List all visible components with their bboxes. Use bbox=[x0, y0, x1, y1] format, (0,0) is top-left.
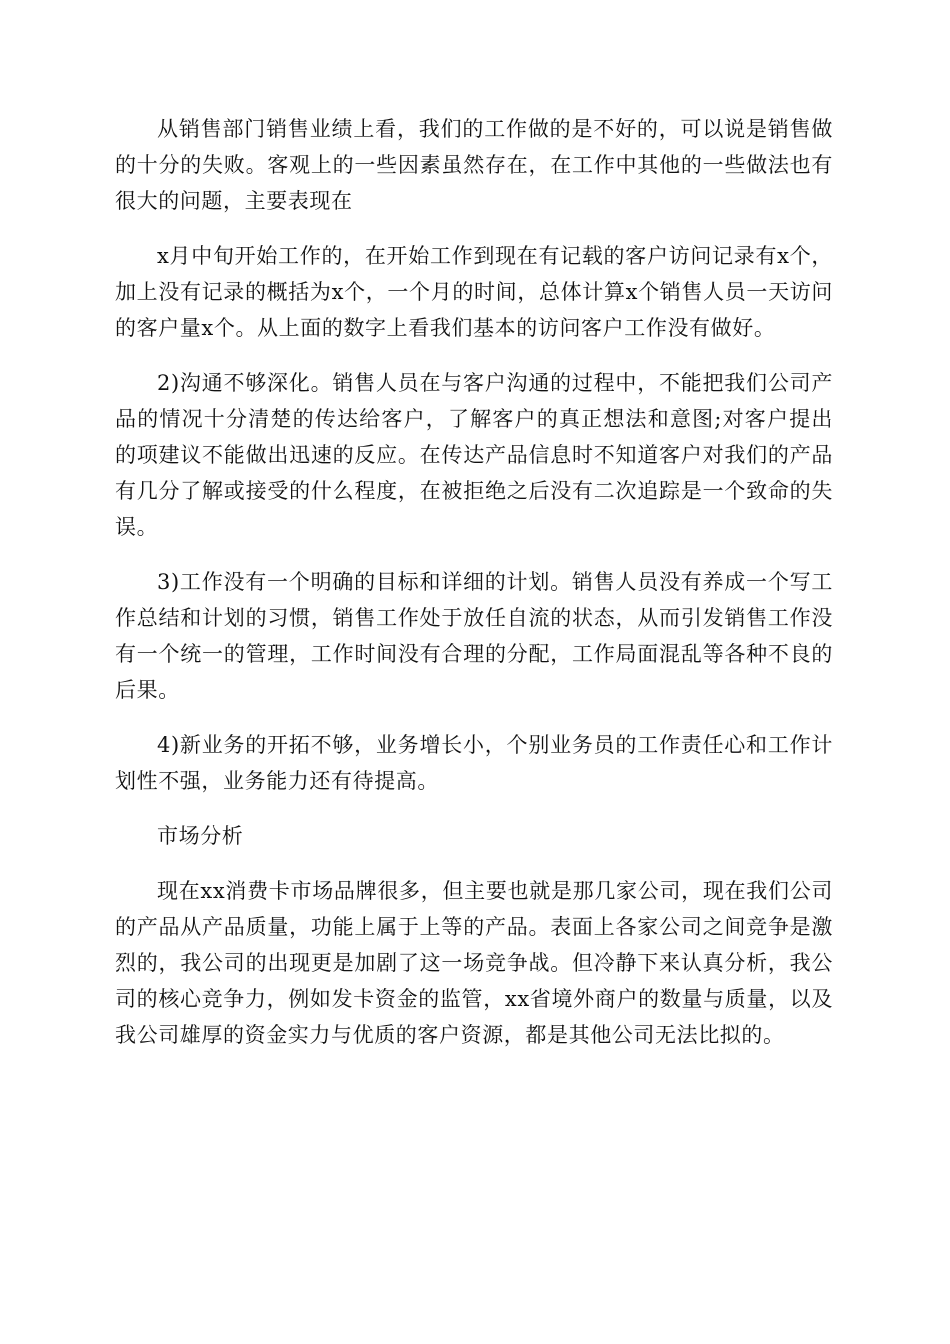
paragraph-new-business: 4)新业务的开拓不够，业务增长小，个别业务员的工作责任心和工作计划性不强，业务能力还有待提高。 bbox=[115, 733, 833, 793]
paragraph-communication: 2)沟通不够深化。销售人员在与客户沟通的过程中，不能把我们公司产品的情况十分清楚的传达给客户，了解客户的真正想法和意图;对客户提出的项建议不能做出迅速的反应。在传达产品信息时不知道客户对我们的产品有几分了解或接受的什么程度，在被拒绝之后没有二次追踪是一个致命的失误。 bbox=[115, 371, 833, 539]
document-body bbox=[115, 111, 833, 1072]
paragraph-customer-visits: x月中旬开始工作的，在开始工作到现在有记载的客户访问记录有x个，加上没有记录的概括为x个，一个月的时间，总体计算x个销售人员一天访问的客户量x个。从上面的数字上看我们基本的访问客户工作没有做好。 bbox=[115, 244, 833, 340]
section-heading-market-analysis: 市场分析 bbox=[157, 824, 244, 848]
paragraph-market-analysis: 现在xx消费卡市场品牌很多，但主要也就是那几家公司，现在我们公司的产品从产品质量，功能上属于上等的产品。表面上各家公司之间竞争是激烈的，我公司的出现更是加剧了这一场竞争战。但冷静下来认真分析，我公司的核心竞争力，例如发卡资金的监管，xx省境外商户的数量与质量，以及我公司雄厚的资金实力与优质的客户资源，都是其他公司无法比拟的。 bbox=[115, 879, 833, 1047]
paragraph-sales-performance: 从销售部门销售业绩上看，我们的工作做的是不好的，可以说是销售做的十分的失败。客观上的一些因素虽然存在，在工作中其他的一些做法也有很大的问题，主要表现在 bbox=[115, 117, 833, 213]
paragraph-planning: 3)工作没有一个明确的目标和详细的计划。销售人员没有养成一个写工作总结和计划的习惯，销售工作处于放任自流的状态，从而引发销售工作没有一个统一的管理，工作时间没有合理的分配，工作局面混乱等各种不良的后果。 bbox=[115, 570, 833, 702]
